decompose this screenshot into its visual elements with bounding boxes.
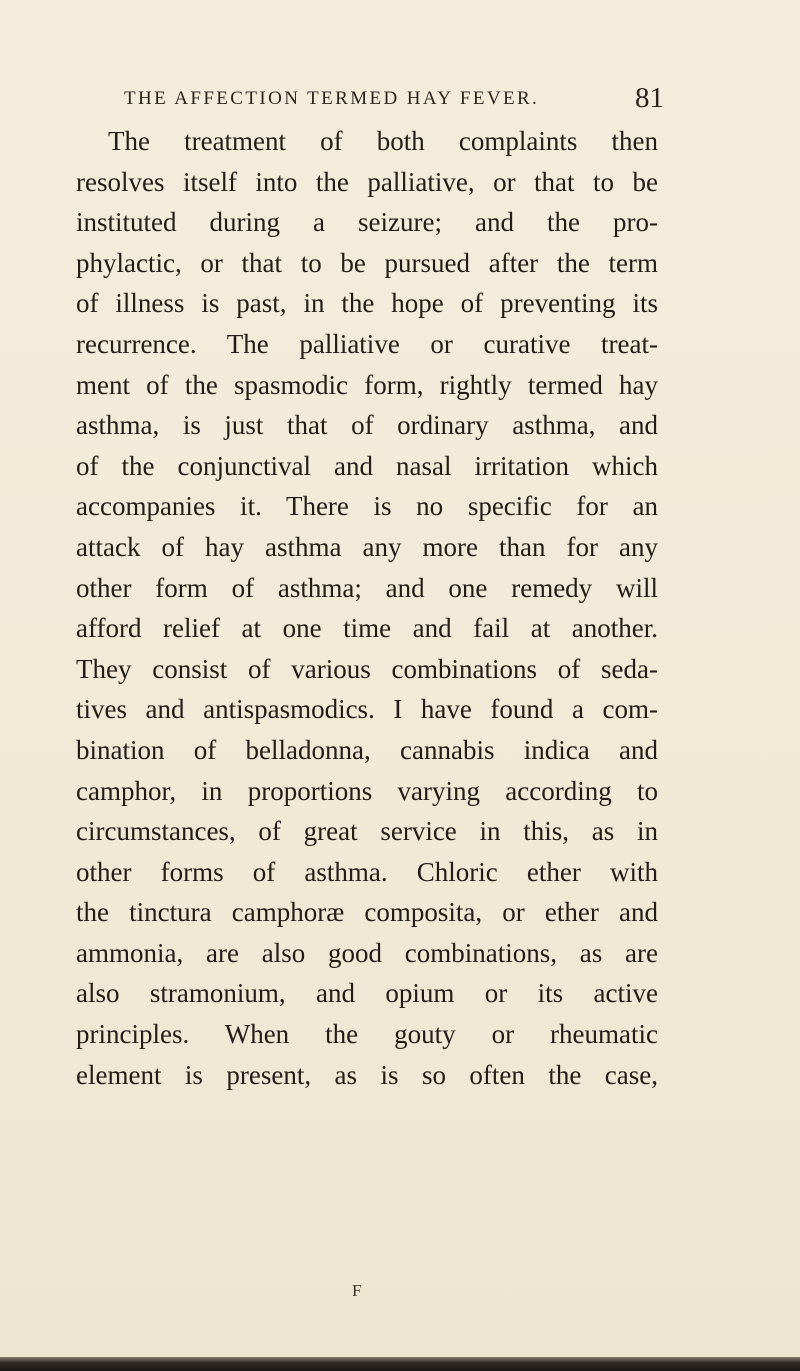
text-line: of illness is past, in the hope of preventing its: [76, 288, 658, 319]
text-line: of the conjunctival and nasal irritation which: [76, 450, 658, 481]
page-number: 81: [635, 82, 664, 114]
text-line: other form of asthma; and one remedy will: [76, 572, 658, 603]
text-line: The treatment of both complaints then: [108, 126, 658, 156]
text-line: bination of belladonna, cannabis indica and: [76, 734, 658, 765]
text-line: other forms of asthma. Chloric ether with: [76, 856, 658, 887]
text-line: element is present, as is so often the case,: [76, 1059, 658, 1090]
text-line: phylactic, or that to be pursued after the term: [76, 247, 658, 278]
text-line: ammonia, are also good combinations, as are: [76, 937, 658, 968]
text-line: circumstances, of great service in this, as in: [76, 816, 658, 847]
text-line: attack of hay asthma any more than for any: [76, 531, 658, 562]
text-line: camphor, in proportions varying according to: [76, 775, 658, 806]
text-line: resolves itself into the palliative, or that to be: [76, 166, 658, 197]
running-title: THE AFFECTION TERMED HAY FEVER.: [124, 88, 540, 109]
text-line: afford relief at one time and fail at another.: [76, 613, 658, 644]
text-line: principles. When the gouty or rheumatic: [76, 1019, 658, 1050]
text-line: the tinctura camphoræ composita, or ether and: [76, 897, 658, 928]
text-line: ment of the spasmodic form, rightly termed hay: [76, 369, 658, 400]
signature-mark: F: [352, 1281, 362, 1300]
text-line: asthma, is just that of ordinary asthma, and: [76, 410, 658, 441]
text-line: also stramonium, and opium or its active: [76, 978, 658, 1009]
text-line: accompanies it. There is no specific for an: [76, 491, 658, 522]
text-line: tives and antispasmodics. I have found a com-: [76, 694, 658, 725]
page-bottom-edge: [0, 1357, 800, 1371]
text-line: They consist of various combinations of seda-: [76, 653, 658, 684]
body-paragraph: [76, 121, 658, 1095]
text-line: recurrence. The palliative or curative treat-: [76, 328, 658, 359]
text-line: instituted during a seizure; and the pro-: [76, 207, 658, 238]
running-head: [124, 84, 664, 114]
